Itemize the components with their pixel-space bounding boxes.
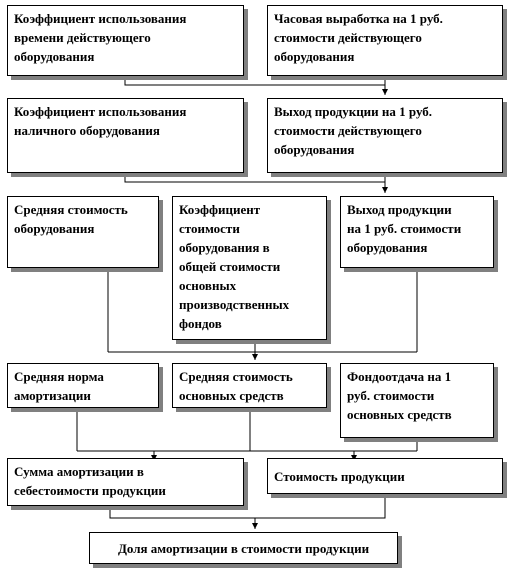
box-output-per-ruble-equipment: Выход продукции на 1 руб. стоимости оборудования	[340, 196, 494, 268]
box-average-equipment-cost: Средняя стоимость оборудования	[7, 196, 159, 268]
connector-row1	[125, 76, 385, 85]
box-depreciation-share: Доля амортизации в стоимости продукции	[89, 532, 398, 564]
box-utilization-available-equipment: Коэффициент использования наличного оборудования	[7, 98, 244, 173]
box-asset-return: Фондоотдача на 1 руб. стоимости основных средств	[340, 363, 494, 438]
box-output-per-ruble-active-equipment: Выход продукции на 1 руб. стоимости действующего оборудования	[267, 98, 503, 173]
box-depreciation-in-cost: Сумма амортизации в себестоимости продукции	[7, 458, 244, 506]
box-hourly-output-per-ruble: Часовая выработка на 1 руб. стоимости действующего оборудования	[267, 5, 503, 76]
box-time-utilization-active-equipment: Коэффициент использования времени действующего оборудования	[7, 5, 244, 76]
box-product-cost: Стоимость продукции	[267, 458, 503, 494]
connector-row2	[125, 173, 385, 182]
box-average-depreciation-rate: Средняя норма амортизации	[7, 363, 159, 408]
box-equipment-cost-coefficient: Коэффициент стоимости оборудования в общей стоимости основных производственных фондов	[172, 196, 327, 340]
box-average-fixed-assets-cost: Средняя стоимость основных средств	[172, 363, 327, 408]
